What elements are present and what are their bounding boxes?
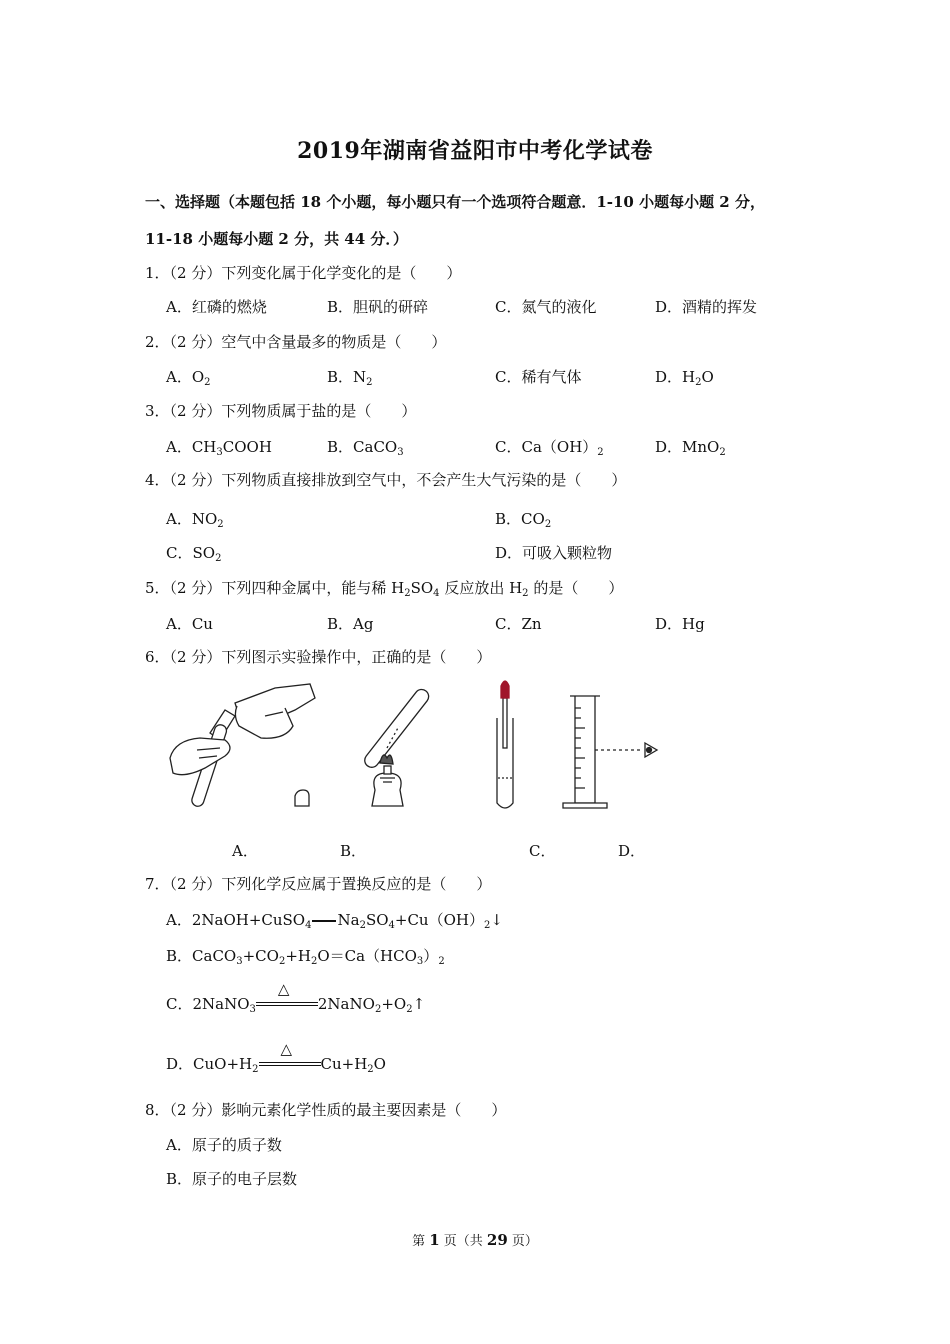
figure-label-d: D． xyxy=(618,842,646,860)
question-8 xyxy=(145,1099,506,1120)
q8-option-b: B．原子的电子层数 xyxy=(166,1170,298,1188)
q4-option-b: B．$CO_2$ xyxy=(495,510,552,530)
figure-c-dropper-icon xyxy=(497,681,513,808)
lab-operations-figure xyxy=(165,678,675,818)
figure-a-pouring-icon xyxy=(170,684,315,808)
q1-option-c: C．氮气的液化 xyxy=(495,298,597,316)
figure-b-heating-icon xyxy=(362,687,432,806)
current-page-number: 1 xyxy=(429,1231,440,1249)
q5-option-b: B．Ag xyxy=(327,615,374,633)
q1-option-d: D．酒精的挥发 xyxy=(655,298,758,316)
question-number: 6． xyxy=(145,648,170,666)
section-heading-line2: 11-18 小题每小题 2 分，共 44 分．） xyxy=(145,230,408,248)
q7-option-c: C．2NaNO$_3$ △ $2NaNO_2+O_2↑$ xyxy=(166,980,426,1015)
question-number: 8． xyxy=(145,1101,170,1119)
question-number: 2． xyxy=(145,333,170,351)
q7-option-b: B．$CaCO_3+CO_2+H_2O=Ca(HCO_3)_2$ xyxy=(166,947,445,967)
question-stem: （2 分）下列化学反应属于置换反应的是（ ） xyxy=(169,875,492,893)
figure-d-cylinder-icon xyxy=(563,696,657,808)
figure-label-b: B． xyxy=(340,842,367,860)
section-heading-line1: 一、选择题（本题包括 18 个小题，每小题只有一个选项符合题意．1-10 小题每小题 2 分， xyxy=(145,193,765,211)
question-stem: （2 分）下列物质属于盐的是（ ） xyxy=(169,402,417,420)
figure-label-c: C． xyxy=(529,842,556,860)
q2-option-d: D．$H_2O$ xyxy=(655,368,714,388)
q1-option-a: A．红磷的燃烧 xyxy=(166,298,267,316)
q2-option-a: A．$O_2$ xyxy=(166,368,211,388)
q3-option-a: A．$CH_3COOH$ xyxy=(166,438,272,458)
question-7 xyxy=(145,873,491,894)
heating-condition-arrow xyxy=(256,980,318,1010)
q3-option-d: D．MnO$_2$ xyxy=(655,438,726,458)
q3-option-b: B．CaCO$_3$ xyxy=(327,438,404,458)
figure-label-a: A． xyxy=(232,842,258,860)
q3-option-c: C．$Ca(OH)_2$ xyxy=(495,438,604,458)
question-1 xyxy=(145,262,461,283)
q4-option-c: C．$SO_2$ xyxy=(166,544,222,564)
question-stem: （2 分）下列变化属于化学变化的是（ ） xyxy=(169,264,462,282)
q2-option-c: C．稀有气体 xyxy=(495,368,582,386)
heat-triangle-icon: △ xyxy=(277,980,290,998)
question-3 xyxy=(145,400,416,421)
q5-option-a: A．Cu xyxy=(166,615,213,633)
question-stem: （2 分）下列图示实验操作中，正确的是（ ） xyxy=(169,648,492,666)
question-number: 5． xyxy=(145,579,170,597)
q7-option-d: D．$CuO+H_2$ △ $Cu+H_2O$ xyxy=(166,1040,386,1075)
q1-option-b: B．胆矾的研碎 xyxy=(327,298,429,316)
q5-option-d: D．Hg xyxy=(655,615,705,633)
q4-option-d: D．可吸入颗粒物 xyxy=(495,544,613,562)
question-stem: （2 分）空气中含量最多的物质是（ ） xyxy=(169,333,447,351)
q7-option-a: A．2NaOH+CuSO$_4$ $Na_2SO_4+Cu(OH)_2↓$ xyxy=(166,911,503,931)
question-2 xyxy=(145,331,446,352)
reaction-arrow-icon xyxy=(312,920,336,922)
question-number: 7． xyxy=(145,875,170,893)
q4-option-a: A．$NO_2$ xyxy=(166,510,224,530)
q8-option-a: A．原子的质子数 xyxy=(166,1136,282,1154)
page-title: 2019年湖南省益阳市中考化学试卷 xyxy=(297,138,653,164)
q2-option-b: B．$N_2$ xyxy=(327,368,373,388)
question-stem: （2 分）影响元素化学性质的最主要因素是（ ） xyxy=(169,1101,507,1119)
heating-condition-arrow xyxy=(259,1040,321,1070)
question-stem: （2 分）下列物质直接排放到空气中，不会产生大气污染的是（ ） xyxy=(169,471,627,489)
total-page-count: 29 xyxy=(486,1231,508,1249)
question-6 xyxy=(145,646,491,667)
q5-option-c: C．Zn xyxy=(495,615,542,633)
question-number: 1． xyxy=(145,264,170,282)
question-4 xyxy=(145,469,626,490)
question-number: 3． xyxy=(145,402,170,420)
question-5: 5．（2 分）下列四种金属中，能与稀 $H_2SO_4$ 反应放出 $H_2$ 的是（ ） xyxy=(145,579,624,599)
question-number: 4． xyxy=(145,471,170,489)
heat-triangle-icon: △ xyxy=(280,1040,293,1058)
page-footer: 第 1 页（共 29 页） xyxy=(412,1231,538,1249)
